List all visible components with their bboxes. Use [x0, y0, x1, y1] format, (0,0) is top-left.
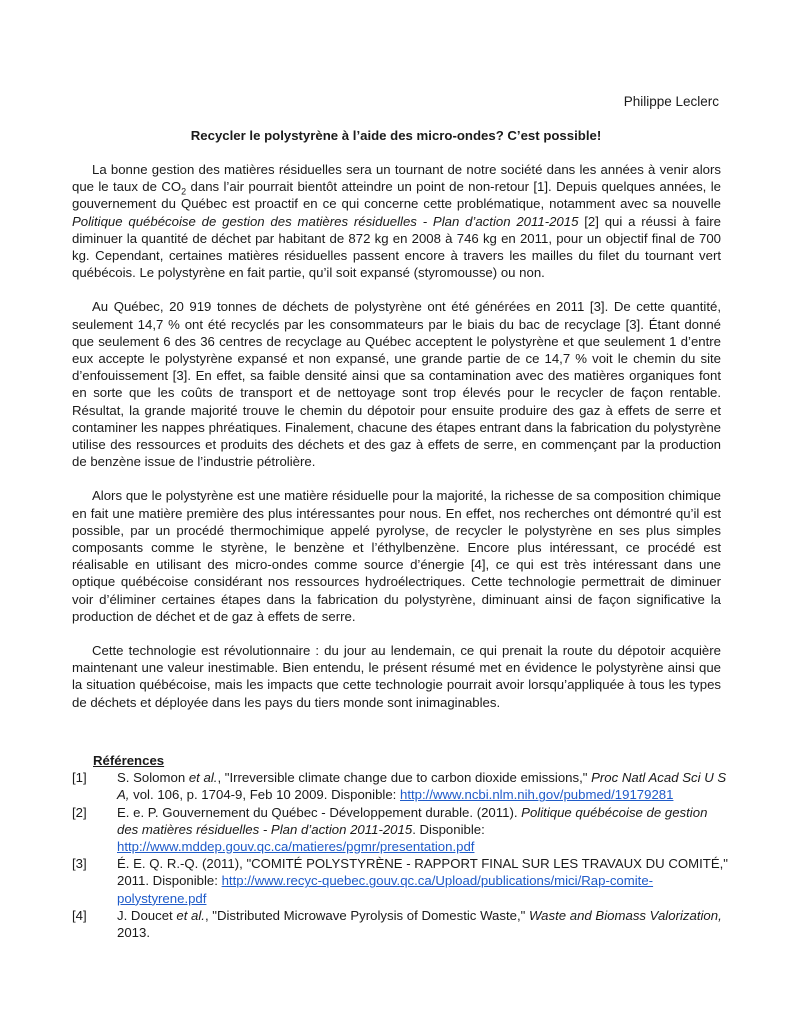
p1-text-c: [2] qui a réussi à faire diminuer la quantité de déchet par habitant de 872 kg en 2008 à 746 kg en 2011, pour un objectif final de 700 kg. Cependant, certaines matières résiduelles passent encore à travers les mailles du filet du tournant vert québécois. Le polystyrène en fait partie, qu’il soit expansé (styromousse) ou non.	[72, 213, 721, 281]
paragraph-4: Cette technologie est révolutionnaire : du jour au lendemain, ce qui prenait la route du dépotoir acquière maintenant une valeur inestimable. Bien entendu, le présent résumé met en évidence le polystyrène ainsi que la situation québécoise, mais les impacts que cette technologie pourrait avoir lorsqu’appliquée à tous les types de déchets et déployée dans les pays du tiers monde sont inimaginables.	[72, 643, 721, 710]
policy-title-italic: Politique québécoise de gestion des matières résiduelles - Plan d’action 2011-2015	[72, 213, 579, 229]
reference-text: É. E. Q. R.-Q. (2011), "COMITÉ POLYSTYRÈNE - RAPPORT FINAL SUR LES TRAVAUX DU COMITÉ," 2011. Disponible: http://www.recyc-quebec.gouv.qc.ca/Upload/publications/mici/Rap-comite-polystyrene.pdf	[117, 856, 728, 906]
references-heading: Références	[93, 753, 165, 768]
paragraph-1	[72, 161, 721, 281]
reference-link[interactable]: http://www.recyc-quebec.gouv.qc.ca/Upload/publications/mici/Rap-comite-polystyrene.pdf	[117, 873, 654, 906]
reference-number: [2]	[72, 804, 87, 820]
p1-text-a: La bonne gestion des matières résiduelles sera un tournant de notre société dans les années à venir alors que le taux de CO	[72, 162, 721, 195]
p1-text-b: dans l’air pourrait bientôt atteindre un point de non-retour [1]. Depuis quelques années, le gouvernement du Québec est proactif en ce qui concerne cette problématique, notamment avec sa nouvelle	[72, 179, 721, 212]
reference-text: J. Doucet et al., "Distributed Microwave Pyrolysis of Domestic Waste," Waste and Biomass Valorization, 2013.	[117, 907, 722, 941]
reference-item	[72, 907, 732, 941]
reference-item	[72, 804, 732, 856]
document-body	[72, 161, 721, 728]
paragraph-2: Au Québec, 20 919 tonnes de déchets de polystyrène ont été générées en 2011 [3]. De cette quantité, seulement 14,7 % ont été recyclés par les consommateurs par le biais du bac de recyclage [3]. Étant donné que seulement 6 des 36 centres de recyclage au Québec acceptent le polystyrène et que seulement 1 d’entre eux accepte le polystyrène expansé et non expansé, une grande partie de ce 14,7 % voit le chemin du site d’enfouissement [3]. En effet, sa faible densité ainsi que sa contamination avec des matières organiques font en sorte que les coûts de transport et de nettoyage sont trop élevés pour le recycler de façon rentable. Résultat, la grande majorité trouve le chemin du dépotoir pour ensuite produire des gaz à effets de serre et contaminer les nappes phréatiques. Finalement, chacune des étapes entrant dans la fabrication du polystyrène utilise des ressources et produits des déchets et des gaz à effets de serre, en commençant par la production de benzène issue de l’industrie pétrolière.	[72, 299, 721, 470]
reference-number: [3]	[72, 856, 87, 872]
reference-number: [4]	[72, 907, 87, 923]
reference-number: [1]	[72, 770, 87, 786]
reference-item	[72, 855, 732, 907]
document-title: Recycler le polystyrène à l’aide des micro-ondes? C’est possible!	[190, 128, 602, 143]
reference-text: S. Solomon et al., "Irreversible climate change due to carbon dioxide emissions," Proc Natl Acad Sci U S A, vol. 106, p. 1704-9, Feb 10 2009. Disponible: http://www.ncbi.nlm.nih.gov/pubmed/19179281	[117, 770, 727, 803]
reference-text: E. e. P. Gouvernement du Québec - Développement durable. (2011). Politique québécoise de gestion des matières résiduelles - Plan d’action 2011-2015. Disponible: http://www.mddep.gouv.qc.ca/matieres/pgmr/presentation.pdf	[117, 804, 708, 855]
author-name: Philippe Leclerc	[623, 94, 719, 109]
reference-item	[72, 769, 732, 803]
reference-link[interactable]: http://www.mddep.gouv.qc.ca/matieres/pgmr/presentation.pdf	[117, 839, 475, 855]
references-section	[72, 752, 732, 941]
paragraph-3: Alors que le polystyrène est une matière résiduelle pour la majorité, la richesse de sa composition chimique en fait une matière première des plus intéressantes pour nous. En effet, nos recherches ont démontré qu’il est possible, par un procédé thermochimique appelé pyrolyse, de recycler le polystyrène en ses plus simples composants comme le styrène, le benzène et l’éthylbenzène. Encore plus intéressant, ce procédé est réalisable en utilisant des micro-ondes comme source d’énergie [4], ce qui est très intéressant dans une optique québécoise considérant nos ressources hydroélectriques. Cette technologie permettrait de diminuer voir d’éliminer certaines étapes dans la fabrication du polystyrène, diminuant ainsi de façon significative la production de déchet et de gaz à effets de serre.	[72, 488, 721, 624]
reference-link[interactable]: http://www.ncbi.nlm.nih.gov/pubmed/19179281	[400, 787, 674, 803]
co2-subscript: 2	[181, 186, 187, 197]
